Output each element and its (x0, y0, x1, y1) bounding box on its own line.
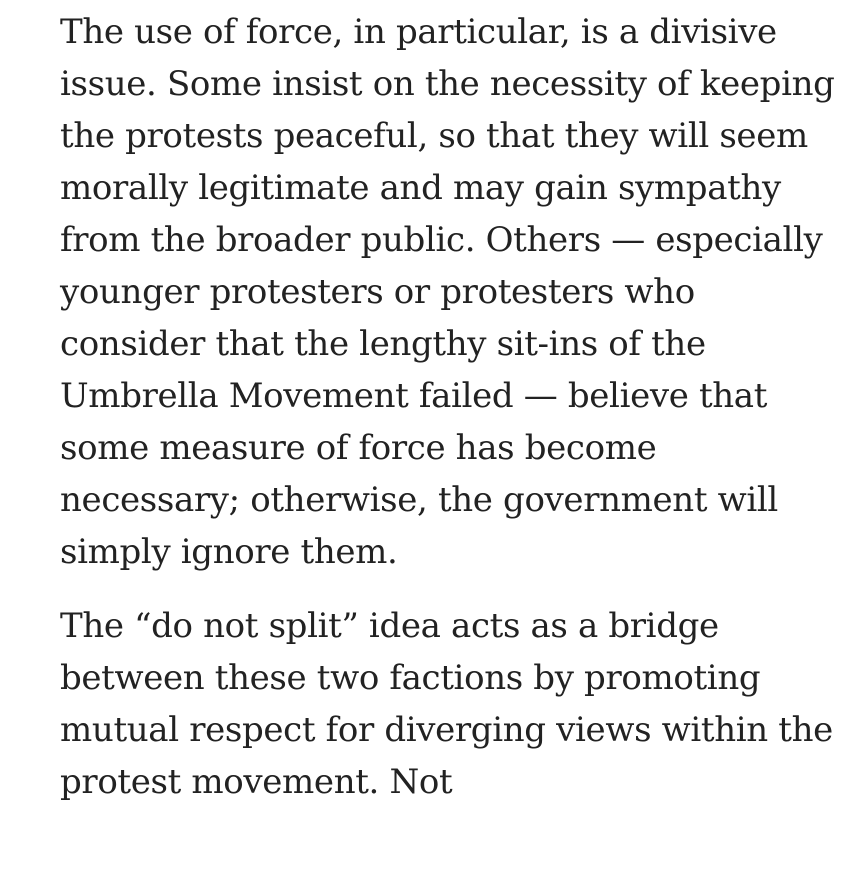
article-paragraph-1: The use of force, in particular, is a divisive issue. Some insist on the necessity of keeping the protests peaceful, so that they will seem morally legitimate and may gain sympathy from the broader public. Others — especially younger protesters or protesters who consider that the lengthy sit-ins of the Umbrella Movement failed — believe that some measure of force has become necessary; otherwise, the government will simply ignore them. (60, 12, 835, 572)
article-paragraph-2: The “do not split” idea acts as a bridge between these two factions by promoting mutual respect for diverging views within the protest movement. Not (60, 606, 833, 802)
article-body (60, 6, 840, 808)
